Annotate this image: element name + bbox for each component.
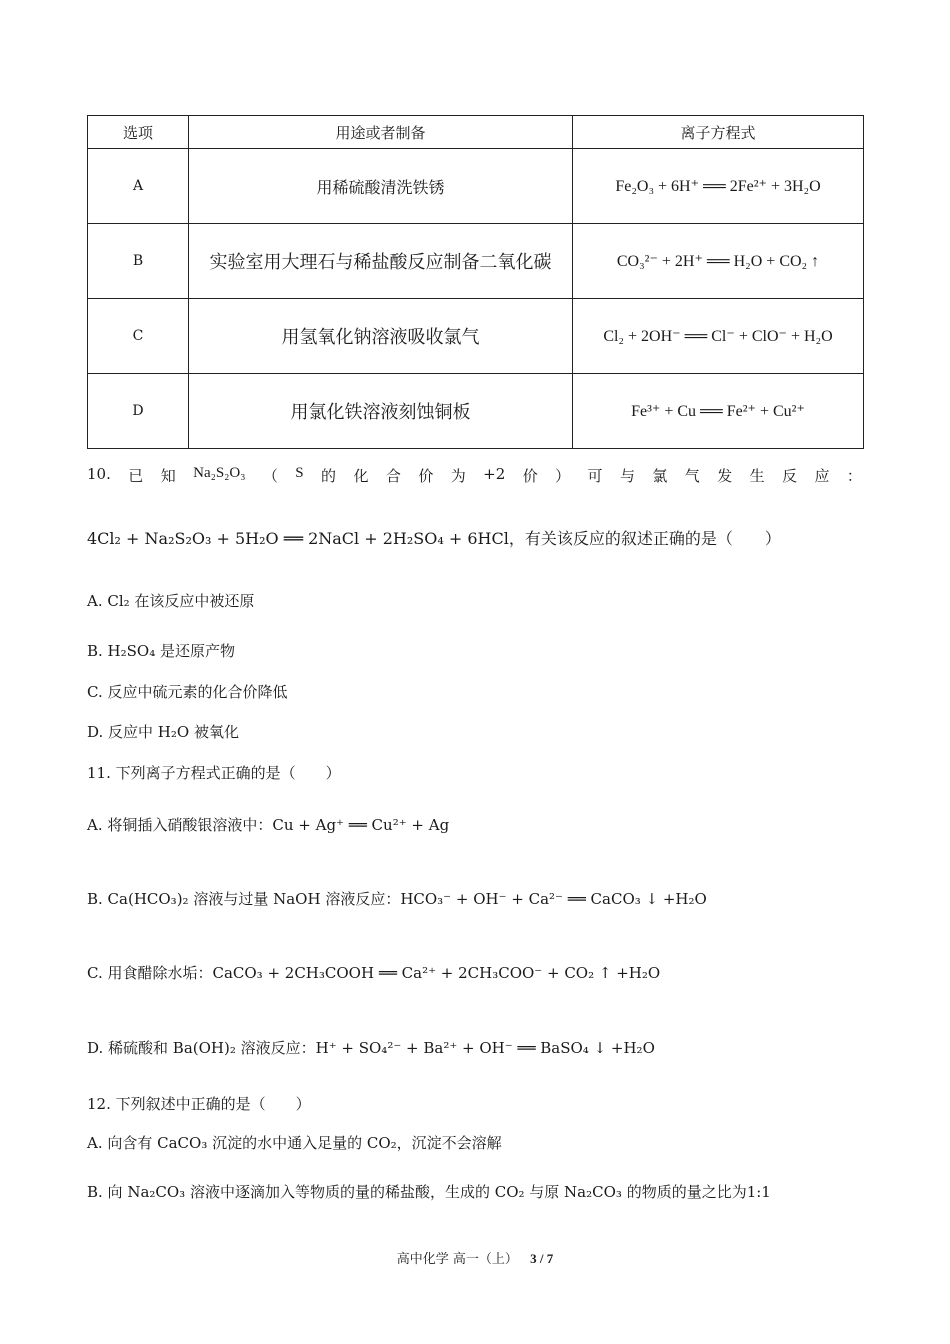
q10-token: 反 (782, 467, 798, 485)
row-equation: Cl₂ + 2OH⁻ ══ Cl⁻ + ClO⁻ + H₂O (573, 299, 864, 374)
q10-token: 已 (128, 467, 144, 485)
question-10-stem (87, 465, 862, 486)
row-option: A (88, 149, 189, 224)
header-use: 用途或者制备 (189, 116, 573, 149)
q10-token: 氯 (652, 467, 668, 485)
q10-token: 为 (450, 467, 466, 485)
row-use: 用氯化铁溶液刻蚀铜板 (189, 374, 573, 449)
q10-token: S (295, 465, 304, 481)
q10-token: 应 (814, 467, 830, 485)
options-table (87, 115, 864, 449)
q10-token: 的 (321, 467, 337, 485)
footer-subject: 高中化学 高一（上） (396, 1252, 518, 1267)
q12-option-a: A. 向含有 CaCO₃ 沉淀的水中通入足量的 CO₂，沉淀不会溶解 (87, 1134, 502, 1152)
question-10-equation: 4Cl₂ + Na₂S₂O₃ + 5H₂O ══ 2NaCl + 2H₂SO₄ + 6HCl，有关该反应的叙述正确的是（ ） (87, 529, 781, 548)
page-footer (0, 1248, 950, 1267)
q10-token: 价 (522, 467, 538, 485)
q10-option-d: D. 反应中 H₂O 被氧化 (87, 723, 239, 741)
q10-option-b: B. H₂SO₄ 是还原产物 (87, 642, 236, 660)
q11-option-b: B. Ca(HCO₃)₂ 溶液与过量 NaOH 溶液反应：HCO₃⁻ + OH⁻ + Ca²⁻ ══ CaCO₃ ↓ +H₂O (87, 890, 707, 908)
table-row (88, 374, 864, 449)
table-row (88, 299, 864, 374)
q10-token: ： (846, 467, 862, 485)
row-option: C (88, 299, 189, 374)
q10-token: 气 (684, 467, 700, 485)
row-option: B (88, 224, 189, 299)
q10-token: 合 (385, 467, 401, 485)
row-equation: Fe₂O₃ + 6H⁺ ══ 2Fe²⁺ + 3H₂O (573, 149, 864, 224)
q10-token: 价 (418, 467, 434, 485)
q10-token: +2 (483, 465, 506, 483)
question-12-stem: 12. 下列叙述中正确的是（ ） (87, 1095, 311, 1113)
table-header-row (88, 116, 864, 149)
question-11-stem: 11. 下列离子方程式正确的是（ ） (87, 764, 341, 782)
q10-token: ） (555, 467, 571, 485)
q11-option-c: C. 用食醋除水垢：CaCO₃ + 2CH₃COOH ══ Ca²⁺ + 2CH₃COO⁻ + CO₂ ↑ +H₂O (87, 964, 661, 982)
q11-option-d: D. 稀硫酸和 Ba(OH)₂ 溶液反应：H⁺ + SO₄²⁻ + Ba²⁺ + OH⁻ ══ BaSO₄ ↓ +H₂O (87, 1039, 655, 1057)
q10-token: 知 (160, 467, 176, 485)
q10-token: 化 (353, 467, 369, 485)
q10-option-a: A. Cl₂ 在该反应中被还原 (87, 592, 255, 610)
header-option: 选项 (88, 116, 189, 149)
q10-token: 生 (749, 467, 765, 485)
row-use: 用稀硫酸清洗铁锈 (189, 149, 573, 224)
q10-token: 发 (717, 467, 733, 485)
q10-token: Na₂S₂O₃ (193, 465, 246, 481)
row-use: 实验室用大理石与稀盐酸反应制备二氧化碳 (189, 224, 573, 299)
row-option: D (88, 374, 189, 449)
q10-token: 10. (87, 465, 111, 483)
page-number: 3 / 7 (530, 1251, 554, 1266)
table-row (88, 224, 864, 299)
row-use: 用氢氧化钠溶液吸收氯气 (189, 299, 573, 374)
row-equation: CO₃²⁻ + 2H⁺ ══ H₂O + CO₂ ↑ (573, 224, 864, 299)
q10-token: （ (262, 467, 278, 485)
q10-option-c: C. 反应中硫元素的化合价降低 (87, 683, 288, 701)
row-equation: Fe³⁺ + Cu ══ Fe²⁺ + Cu²⁺ (573, 374, 864, 449)
q12-option-b: B. 向 Na₂CO₃ 溶液中逐滴加入等物质的量的稀盐酸，生成的 CO₂ 与原 Na₂CO₃ 的物质的量之比为1:1 (87, 1183, 771, 1201)
q10-token: 可 (587, 467, 603, 485)
header-equation: 离子方程式 (573, 116, 864, 149)
table-row (88, 149, 864, 224)
q10-token: 与 (619, 467, 635, 485)
q11-option-a: A. 将铜插入硝酸银溶液中：Cu + Ag⁺ ══ Cu²⁺ + Ag (87, 816, 450, 834)
